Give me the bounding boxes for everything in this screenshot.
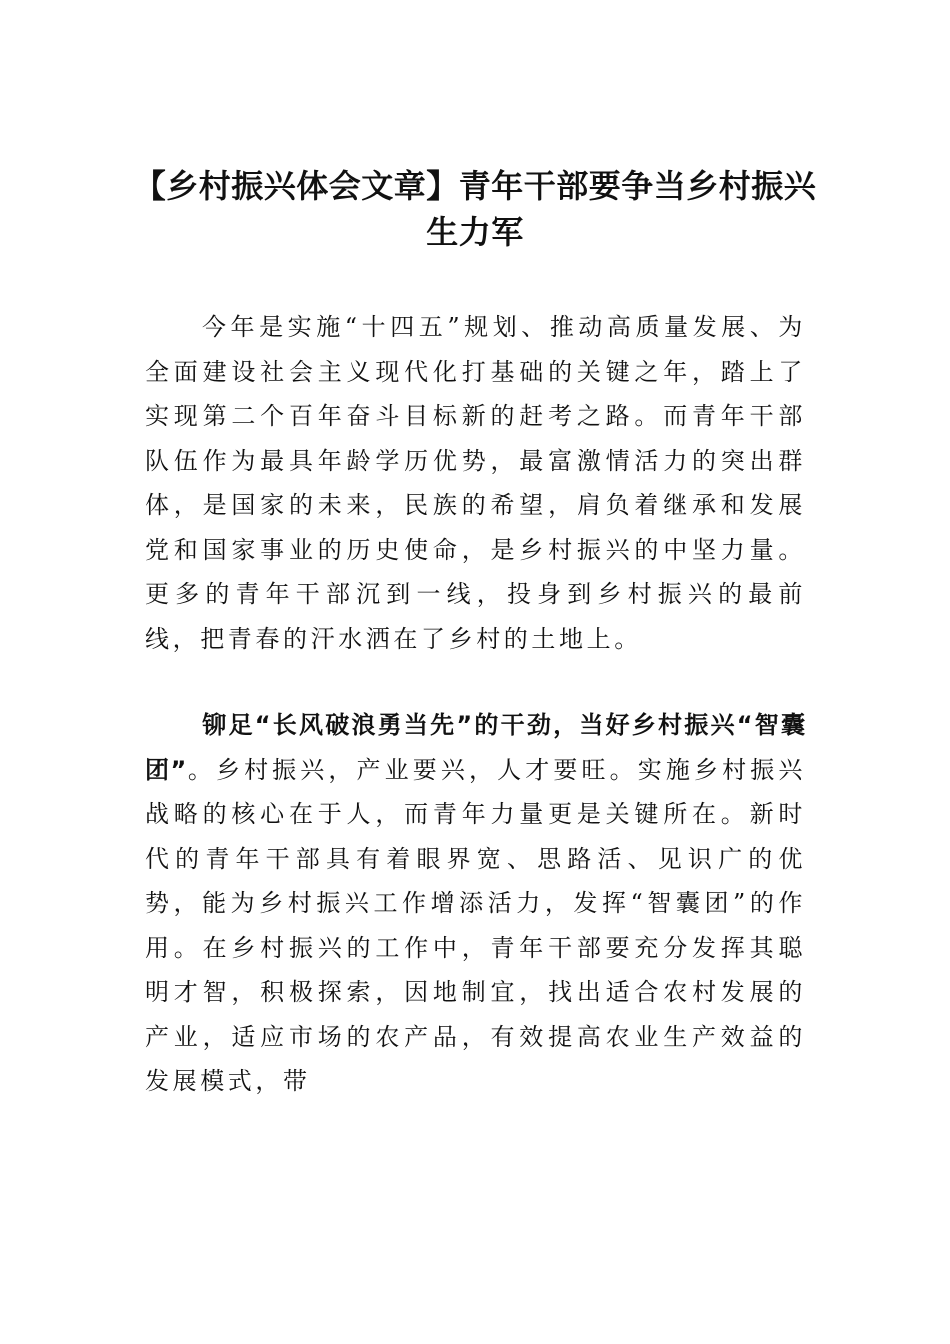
paragraph-2-text: 。乡村振兴，产业要兴，人才要旺。实施乡村振兴战略的核心在于人，而青年力量更是关键所在。新时代的青年干部具有着眼界宽、思路活、见识广的优势，能为乡村振兴工作增添活力，发挥“智囊团”的作用。在乡村振兴的工作中，青年干部要充分发挥其聪明才智，积极探索，因地制宜，找出适合农村发展的产业，适应市场的农产品，有效提高农业生产效益的发展模式，带: [145, 755, 806, 1095]
paragraph-2-lead-heading: 铆足“长风破浪勇当先”的干劲，当好乡村振兴“智囊团”: [145, 711, 806, 784]
paragraph-1-text: 今年是实施“十四五”规划、推动高质量发展、为全面建设社会主义现代化打基础的关键之年，踏上了实现第二个百年奋斗目标新的赶考之路。而青年干部队伍作为最具年龄学历优势，最富激情活力的突出群体，是国家的未来，民族的希望，肩负着继承和发展党和国家事业的历史使命，是乡村振兴的中坚力量。更多的青年干部沉到一线，投身到乡村振兴的最前线，把青春的汗水洒在了乡村的土地上。: [145, 313, 806, 653]
paragraph-1: [145, 305, 806, 661]
document-title: 【乡村振兴体会文章】青年干部要争当乡村振兴生力军: [133, 167, 817, 251]
paragraph-2: [145, 703, 806, 1104]
